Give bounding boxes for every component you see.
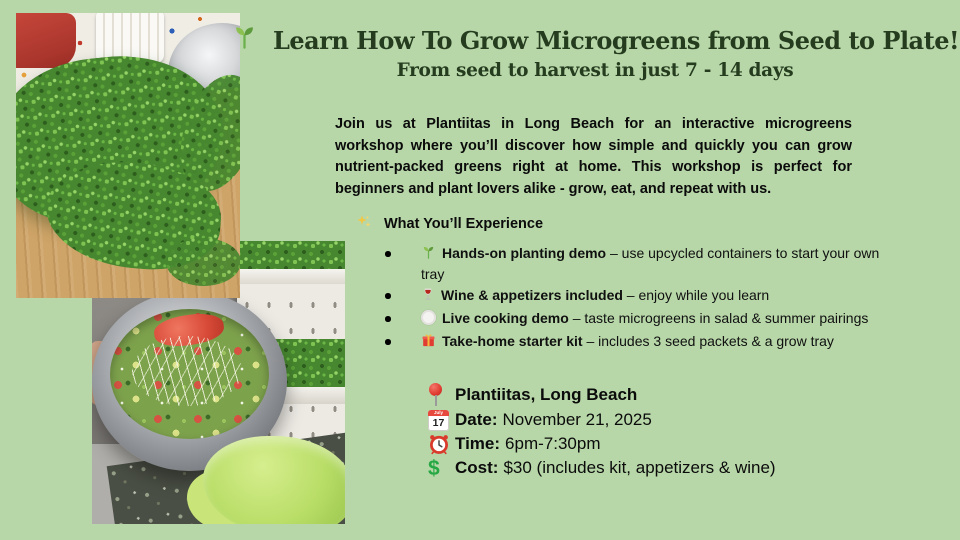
item-rest: – enjoy while you learn — [622, 287, 770, 303]
list-item — [375, 332, 880, 353]
time-label: Time: — [455, 434, 501, 453]
photo-microgreens-board — [16, 13, 240, 298]
item-rest: – use upcycled containers to start your own tray — [421, 245, 880, 282]
lettuce-leaf — [203, 436, 345, 524]
list-item — [375, 309, 880, 330]
microgreens-sprig — [166, 238, 240, 286]
date-row — [428, 409, 776, 431]
alarm-clock-icon — [428, 433, 455, 455]
red-appliance — [16, 13, 76, 68]
item-bold: Live cooking demo — [442, 310, 569, 326]
item-bold: Wine & appetizers included — [441, 287, 623, 303]
experience-list — [375, 244, 880, 355]
title-block — [240, 24, 959, 81]
item-bold: Hands-on planting demo — [442, 245, 607, 261]
plate-icon — [421, 310, 436, 330]
intro-paragraph: Join us at Plantiitas in Long Beach for an interactive microgreens workshop where you’ll discover how simple and quickly you can grow nutrient-packed greens right at home. This workshop is perfect for beginners and plant lovers alike - grow, eat, and repeat with us. — [335, 116, 852, 197]
location-text: Plantiitas, Long Beach — [455, 385, 638, 404]
item-rest: – includes 3 seed packets & a grow tray — [582, 333, 834, 349]
cost-value: $30 (includes kit, appetizers & wine) — [503, 458, 776, 477]
seedling-icon — [421, 245, 436, 265]
page-title — [240, 24, 959, 57]
wine-icon — [421, 287, 435, 307]
sparkles-icon — [356, 214, 372, 234]
location-pin-icon — [428, 383, 455, 407]
list-item — [375, 244, 880, 284]
item-rest: – taste microgreens in salad & summer pairings — [568, 310, 869, 326]
dollar-icon: $ — [428, 456, 440, 480]
gift-icon — [421, 333, 436, 353]
experience-heading-text: What You’ll Experience — [384, 216, 544, 232]
event-details — [428, 383, 776, 481]
seedling-icon — [231, 24, 258, 57]
date-label: Date: — [455, 410, 498, 429]
shelf-tray-top-lip — [237, 269, 345, 284]
time-value: 6pm-7:30pm — [505, 434, 601, 453]
shelf-tray-top — [237, 241, 345, 271]
location-row — [428, 383, 776, 407]
date-value: November 21, 2025 — [502, 410, 652, 429]
experience-heading — [356, 214, 543, 234]
sprout-garnish — [132, 336, 242, 406]
subtitle-text: From seed to harvest in just 7 - 14 days — [396, 60, 794, 81]
cost-label: Cost: — [455, 458, 499, 477]
time-row — [428, 433, 776, 455]
title-text: Learn How To Grow Microgreens from Seed to Plate! — [273, 26, 959, 55]
item-bold: Take-home starter kit — [442, 333, 583, 349]
list-item — [375, 286, 880, 307]
calendar-icon: July 17 — [428, 410, 455, 431]
cost-row — [428, 457, 776, 479]
